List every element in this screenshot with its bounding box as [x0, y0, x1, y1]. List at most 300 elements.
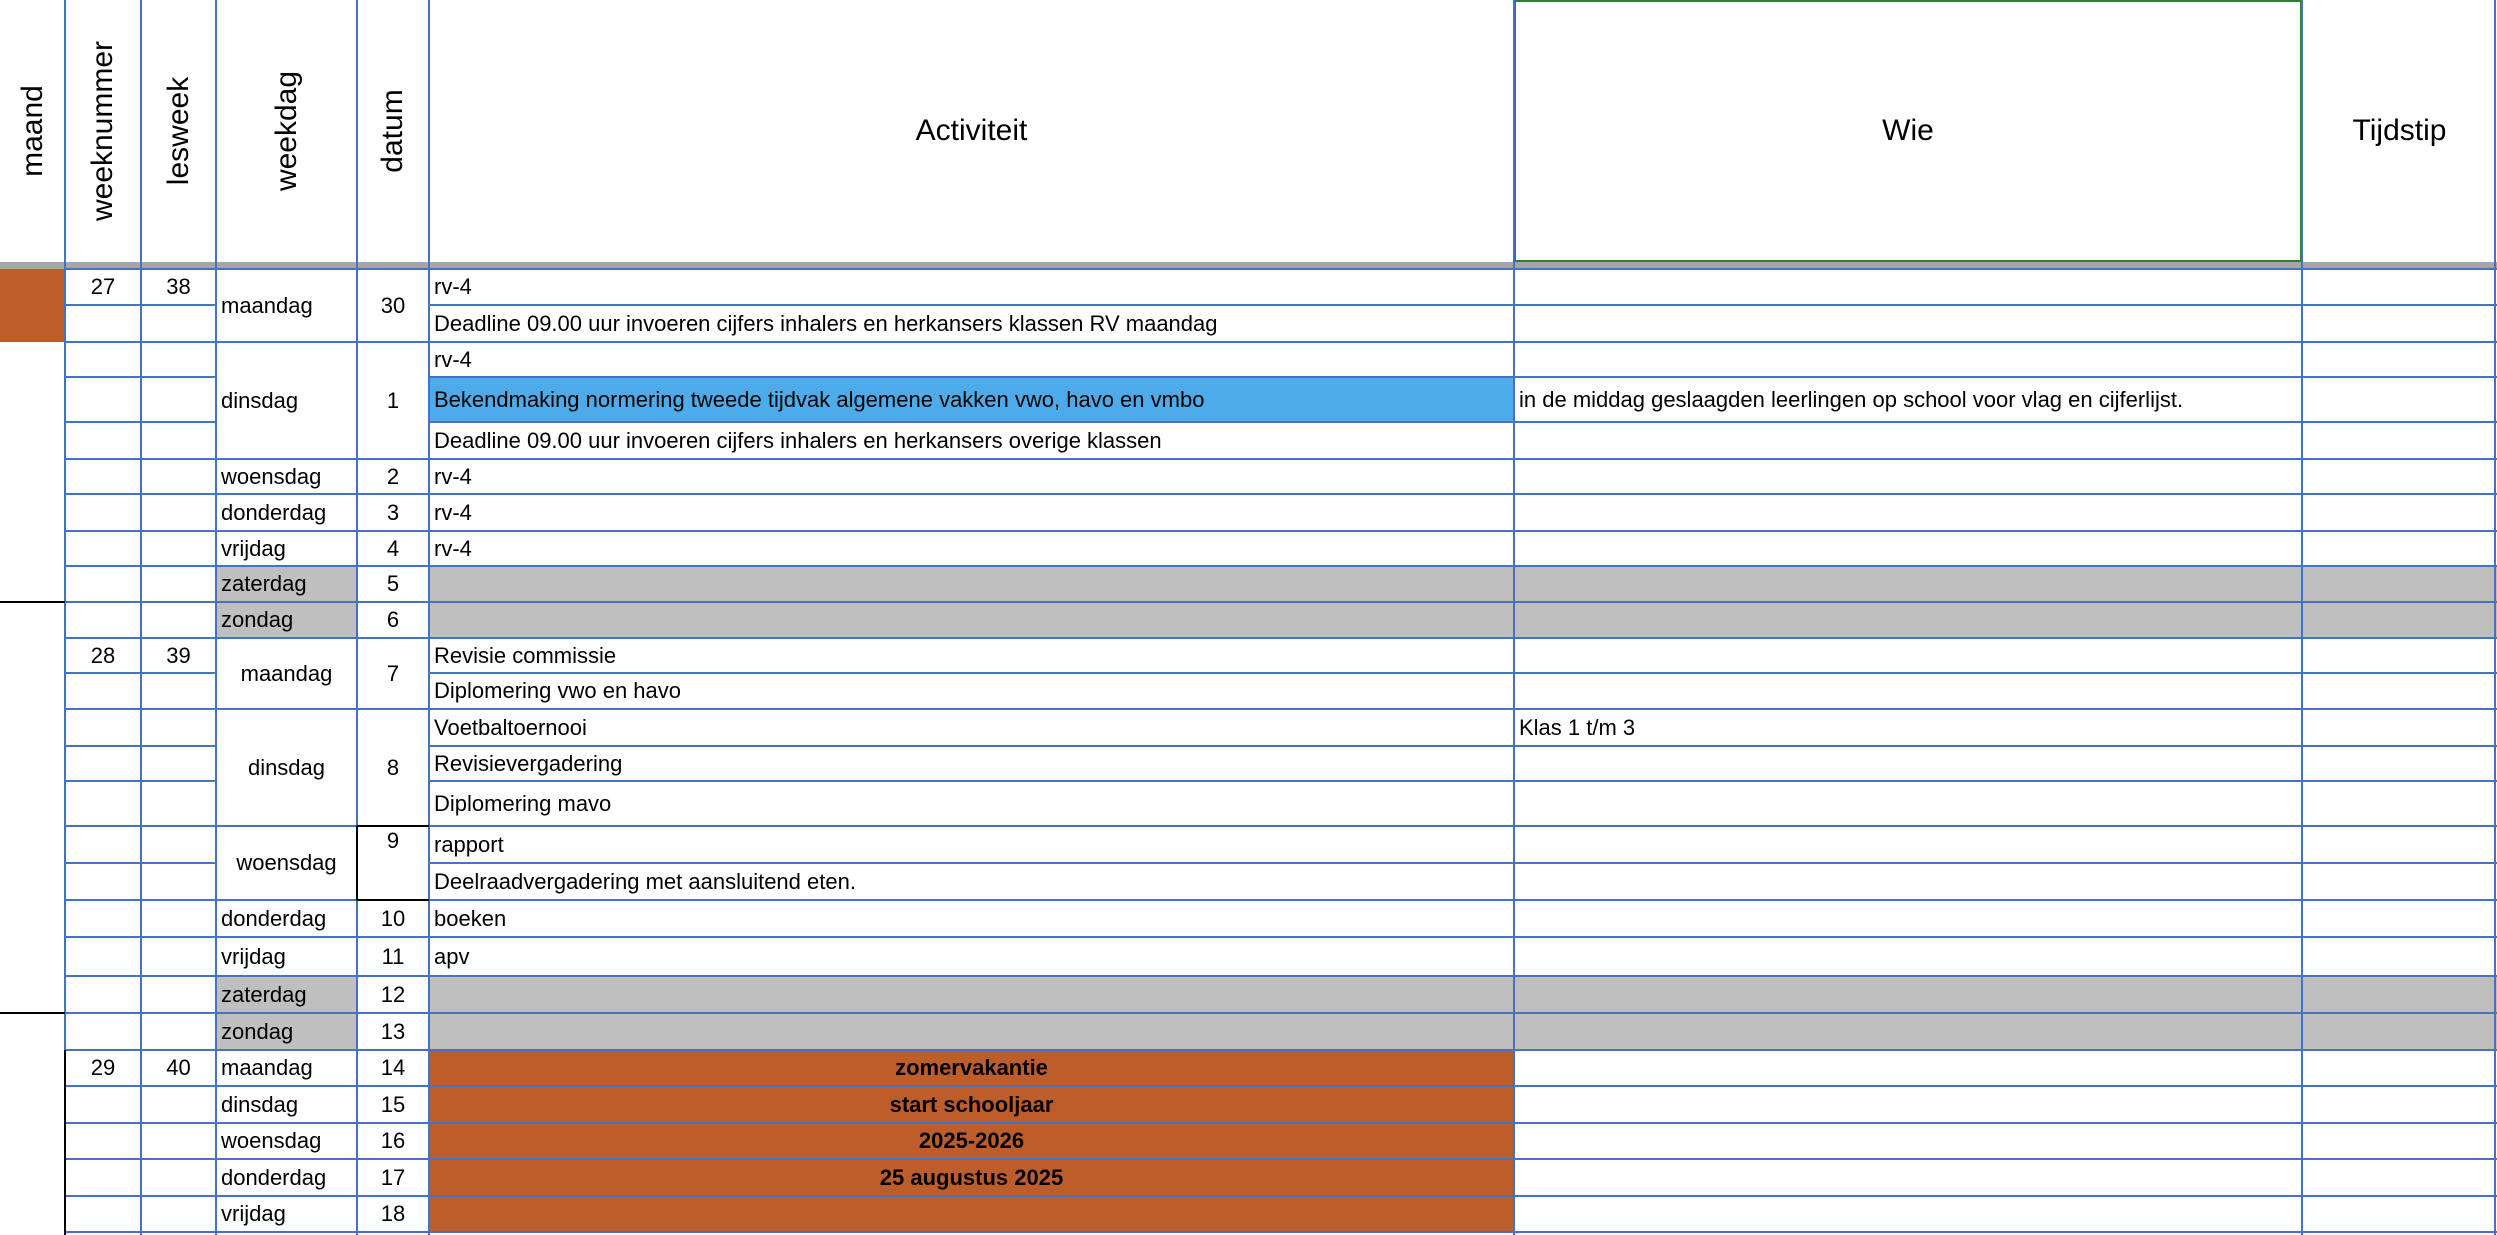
- black-border: [64, 1050, 66, 1235]
- cell-weekdag-text: zaterdag: [221, 981, 307, 1007]
- cell-weekdag[interactable]: [216, 937, 357, 976]
- cell-weeknummer[interactable]: [65, 602, 141, 638]
- cell-wie[interactable]: [1514, 459, 2302, 494]
- cell-wie[interactable]: [1514, 826, 2302, 863]
- grid-line-h: [216, 975, 429, 977]
- cell-maand[interactable]: [0, 1050, 65, 1086]
- cell-activiteit-text: rapport: [434, 831, 504, 857]
- cell-activiteit[interactable]: [429, 377, 1514, 422]
- grid-line-h: [65, 825, 216, 827]
- grid-line-h: [429, 421, 2497, 423]
- cell-weeknummer[interactable]: [65, 459, 141, 494]
- grid-line-h: [65, 637, 216, 639]
- cell-activiteit[interactable]: [429, 709, 1514, 746]
- cell-tijdstip[interactable]: [2302, 342, 2497, 377]
- cell-weekdag-text: donderdag: [221, 1164, 327, 1190]
- cell-weeknummer[interactable]: [65, 673, 141, 709]
- cell-weekdag-text: maandag: [221, 1055, 313, 1080]
- cell-maand[interactable]: [0, 531, 65, 566]
- cell-maand[interactable]: [0, 566, 65, 602]
- cell-weeknummer[interactable]: [65, 638, 141, 673]
- cell-weeknummer[interactable]: [65, 826, 141, 863]
- cell-weekdag-text: donderdag: [221, 499, 327, 525]
- cell-datum-text: 17: [380, 1164, 406, 1190]
- cell-datum[interactable]: [357, 1159, 429, 1196]
- cell-lesweek[interactable]: [141, 1086, 216, 1123]
- cell-activiteit[interactable]: [429, 459, 1514, 494]
- cell-wie[interactable]: [1514, 602, 2302, 638]
- cell-wie[interactable]: [1514, 566, 2302, 602]
- col-header-label: weeknummer: [86, 40, 119, 222]
- cell-weeknummer[interactable]: [65, 494, 141, 531]
- col-header-label: Activiteit: [915, 114, 1028, 147]
- cell-weekdag-text: maandag: [240, 660, 333, 686]
- cell-datum-text: 14: [380, 1055, 406, 1080]
- cell-weeknummer[interactable]: [65, 937, 141, 976]
- cell-maand[interactable]: [0, 377, 65, 422]
- cell-weeknummer[interactable]: [65, 1196, 141, 1232]
- cell-lesweek[interactable]: [141, 1013, 216, 1050]
- cell-maand[interactable]: [0, 305, 65, 342]
- grid-line-h: [65, 376, 216, 378]
- cell-lesweek-text: 38: [166, 274, 191, 299]
- cell-weekdag-text: woensdag: [236, 850, 337, 875]
- cell-maand[interactable]: [0, 269, 65, 305]
- black-border: [356, 826, 358, 900]
- grid-line-h: [429, 637, 2497, 639]
- grid-line-h: [216, 601, 429, 603]
- cell-weekdag-text: dinsdag: [221, 1091, 299, 1117]
- cell-activiteit[interactable]: [429, 1050, 1514, 1086]
- grid-line-h: [65, 1012, 216, 1014]
- cell-weeknummer[interactable]: [65, 1050, 141, 1086]
- cell-lesweek[interactable]: [141, 305, 216, 342]
- grid-line-h: [65, 565, 216, 567]
- cell-lesweek[interactable]: [141, 459, 216, 494]
- cell-datum-text: 10: [380, 905, 406, 931]
- cell-wie[interactable]: [1514, 709, 2302, 746]
- grid-line-h: [65, 1122, 216, 1124]
- cell-datum[interactable]: [357, 269, 429, 342]
- cell-tijdstip[interactable]: [2302, 494, 2497, 531]
- cell-activiteit[interactable]: [429, 1013, 1514, 1050]
- cell-wie[interactable]: [1514, 976, 2302, 1013]
- cell-maand[interactable]: [0, 826, 65, 863]
- cell-wie[interactable]: [1514, 1086, 2302, 1123]
- grid-line-h: [216, 1012, 429, 1014]
- cell-weekdag[interactable]: [216, 1159, 357, 1196]
- cell-lesweek[interactable]: [141, 781, 216, 826]
- grid-line-h: [429, 565, 2497, 567]
- cell-wie[interactable]: [1514, 269, 2302, 305]
- grid-line-h: [216, 1231, 429, 1233]
- cell-activiteit-text: rv-4: [434, 535, 472, 561]
- cell-datum-text: 30: [380, 292, 406, 318]
- cell-tijdstip[interactable]: [2302, 746, 2497, 781]
- cell-wie[interactable]: [1514, 638, 2302, 673]
- cell-datum[interactable]: [357, 1196, 429, 1232]
- cell-activiteit[interactable]: [429, 305, 1514, 342]
- cell-weeknummer[interactable]: [65, 566, 141, 602]
- col-header-label: Wie: [1882, 114, 1934, 147]
- cell-datum[interactable]: [357, 602, 429, 638]
- col-header-wie[interactable]: [1514, 0, 2302, 262]
- cell-activiteit-text: Bekendmaking normering tweede tijdvak algemene vakken vwo, havo en vmbo: [434, 386, 1205, 412]
- cell-activiteit[interactable]: [429, 494, 1514, 531]
- cell-tijdstip[interactable]: [2302, 1159, 2497, 1196]
- cell-tijdstip[interactable]: [2302, 269, 2497, 305]
- cell-tijdstip[interactable]: [2302, 673, 2497, 709]
- cell-datum[interactable]: [357, 566, 429, 602]
- cell-lesweek[interactable]: [141, 494, 216, 531]
- grid-line-h: [429, 1049, 2497, 1051]
- cell-lesweek[interactable]: [141, 937, 216, 976]
- cell-maand[interactable]: [0, 863, 65, 900]
- cell-datum[interactable]: [357, 709, 429, 826]
- cell-activiteit-text: Deadline 09.00 uur invoeren cijfers inhalers en herkansers klassen RV maandag: [434, 310, 1218, 336]
- cell-datum-text: 7: [386, 660, 400, 686]
- grid-line-h: [65, 493, 216, 495]
- cell-weeknummer[interactable]: [65, 1159, 141, 1196]
- cell-maand[interactable]: [0, 709, 65, 746]
- cell-weekdag[interactable]: [216, 826, 357, 900]
- cell-tijdstip[interactable]: [2302, 638, 2497, 673]
- grid-line-h: [65, 421, 216, 423]
- cell-maand[interactable]: [0, 1123, 65, 1159]
- cell-datum[interactable]: [357, 638, 429, 709]
- cell-maand[interactable]: [0, 1086, 65, 1123]
- grid-line-h: [429, 899, 2497, 901]
- cell-wie[interactable]: [1514, 305, 2302, 342]
- cell-tijdstip[interactable]: [2302, 305, 2497, 342]
- cell-activiteit[interactable]: [429, 1159, 1514, 1196]
- cell-activiteit[interactable]: [429, 1196, 1514, 1232]
- cell-activiteit[interactable]: [429, 531, 1514, 566]
- cell-weekdag[interactable]: [216, 638, 357, 709]
- cell-activiteit[interactable]: [429, 900, 1514, 937]
- cell-activiteit[interactable]: [429, 863, 1514, 900]
- cell-activiteit[interactable]: [429, 1086, 1514, 1123]
- cell-wie[interactable]: [1514, 937, 2302, 976]
- cell-weekdag[interactable]: [216, 494, 357, 531]
- cell-tijdstip[interactable]: [2302, 1086, 2497, 1123]
- grid-line-h: [429, 1195, 2497, 1197]
- cell-tijdstip[interactable]: [2302, 531, 2497, 566]
- cell-weekdag[interactable]: [216, 531, 357, 566]
- cell-weeknummer[interactable]: [65, 900, 141, 937]
- cell-weekdag-text: vrijdag: [221, 943, 286, 969]
- cell-lesweek[interactable]: [141, 826, 216, 863]
- grid-line-h: [429, 745, 2497, 747]
- cell-wie[interactable]: [1514, 1159, 2302, 1196]
- cell-datum[interactable]: [357, 342, 429, 459]
- cell-wie[interactable]: [1514, 781, 2302, 826]
- cell-tijdstip[interactable]: [2302, 602, 2497, 638]
- cell-lesweek[interactable]: [141, 269, 216, 305]
- cell-maand[interactable]: [0, 638, 65, 673]
- cell-wie[interactable]: [1514, 531, 2302, 566]
- grid-line-h: [429, 936, 2497, 938]
- cell-datum[interactable]: [357, 1086, 429, 1123]
- cell-lesweek[interactable]: [141, 746, 216, 781]
- cell-weeknummer[interactable]: [65, 1086, 141, 1123]
- cell-lesweek[interactable]: [141, 422, 216, 459]
- grid-line-h: [65, 1049, 216, 1051]
- cell-datum[interactable]: [357, 900, 429, 937]
- cell-datum[interactable]: [357, 1123, 429, 1159]
- cell-activiteit-text: rv-4: [434, 346, 472, 372]
- cell-tijdstip[interactable]: [2302, 781, 2497, 826]
- cell-maand[interactable]: [0, 1159, 65, 1196]
- cell-activiteit[interactable]: [429, 826, 1514, 863]
- cell-activiteit[interactable]: [429, 638, 1514, 673]
- cell-datum[interactable]: [357, 826, 429, 900]
- cell-tijdstip[interactable]: [2302, 422, 2497, 459]
- cell-lesweek[interactable]: [141, 1123, 216, 1159]
- cell-weeknummer[interactable]: [65, 342, 141, 377]
- cell-lesweek[interactable]: [141, 863, 216, 900]
- grid-line-h: [216, 708, 429, 710]
- cell-activiteit[interactable]: [429, 937, 1514, 976]
- cell-maand[interactable]: [0, 746, 65, 781]
- cell-maand[interactable]: [0, 459, 65, 494]
- cell-weekdag[interactable]: [216, 976, 357, 1013]
- cell-weeknummer[interactable]: [65, 976, 141, 1013]
- cell-wie[interactable]: [1514, 342, 2302, 377]
- cell-weekdag[interactable]: [216, 1013, 357, 1050]
- cell-weeknummer[interactable]: [65, 746, 141, 781]
- cell-wie[interactable]: [1514, 422, 2302, 459]
- cell-wie[interactable]: [1514, 673, 2302, 709]
- cell-activiteit[interactable]: [429, 746, 1514, 781]
- cell-wie[interactable]: [1514, 494, 2302, 531]
- cell-datum-text: 1: [386, 387, 400, 413]
- cell-maand[interactable]: [0, 422, 65, 459]
- cell-lesweek[interactable]: [141, 976, 216, 1013]
- cell-maand[interactable]: [0, 1196, 65, 1232]
- col-header-weeknummer[interactable]: [65, 0, 141, 262]
- cell-activiteit-text: start schooljaar: [889, 1091, 1054, 1117]
- cell-tijdstip[interactable]: [2302, 900, 2497, 937]
- grid-line-h: [429, 780, 2497, 782]
- cell-activiteit[interactable]: [429, 269, 1514, 305]
- cell-activiteit[interactable]: [429, 566, 1514, 602]
- cell-weeknummer[interactable]: [65, 1123, 141, 1159]
- cell-activiteit-text: boeken: [434, 905, 507, 931]
- cell-tijdstip[interactable]: [2302, 863, 2497, 900]
- cell-activiteit[interactable]: [429, 673, 1514, 709]
- cell-activiteit-text: rv-4: [434, 499, 472, 525]
- col-header-weekdag[interactable]: [216, 0, 357, 262]
- cell-datum-text: 3: [386, 499, 400, 525]
- grid-line-h: [216, 341, 429, 343]
- cell-tijdstip[interactable]: [2302, 826, 2497, 863]
- cell-maand[interactable]: [0, 494, 65, 531]
- cell-wie-text: Klas 1 t/m 3: [1519, 714, 1636, 740]
- grid-line-h: [65, 1085, 216, 1087]
- cell-tijdstip[interactable]: [2302, 459, 2497, 494]
- cell-weekdag-text: woensdag: [221, 463, 322, 489]
- cell-wie-text: in de middag geslaagden leerlingen op school voor vlag en cijferlijst.: [1519, 386, 2184, 412]
- cell-weekdag-text: vrijdag: [221, 535, 286, 561]
- cell-maand[interactable]: [0, 781, 65, 826]
- cell-weeknummer-text: 29: [90, 1055, 116, 1080]
- grid-line-h: [65, 1158, 216, 1160]
- cell-weekdag[interactable]: [216, 342, 357, 459]
- cell-lesweek[interactable]: [141, 531, 216, 566]
- cell-weekdag[interactable]: [216, 709, 357, 826]
- grid-line-h: [216, 1085, 429, 1087]
- cell-activiteit[interactable]: [429, 342, 1514, 377]
- cell-weekdag-text: zaterdag: [221, 571, 307, 596]
- cell-wie[interactable]: [1514, 1050, 2302, 1086]
- cell-lesweek[interactable]: [141, 377, 216, 422]
- cell-wie[interactable]: [1514, 863, 2302, 900]
- grid-line-h: [216, 1158, 429, 1160]
- cell-weekdag[interactable]: [216, 602, 357, 638]
- cell-wie[interactable]: [1514, 746, 2302, 781]
- cell-lesweek[interactable]: [141, 566, 216, 602]
- cell-datum-text: 5: [386, 571, 400, 596]
- cell-weekdag[interactable]: [216, 566, 357, 602]
- cell-lesweek[interactable]: [141, 1050, 216, 1086]
- cell-activiteit-text: Deelraadvergadering met aansluitend eten.: [434, 868, 856, 894]
- cell-activiteit[interactable]: [429, 422, 1514, 459]
- cell-tijdstip[interactable]: [2302, 1013, 2497, 1050]
- cell-wie[interactable]: [1514, 1013, 2302, 1050]
- cell-datum-text: 9: [386, 828, 400, 853]
- grid-line-h: [216, 530, 429, 532]
- cell-lesweek[interactable]: [141, 342, 216, 377]
- cell-tijdstip[interactable]: [2302, 1123, 2497, 1159]
- cell-activiteit-text: Deadline 09.00 uur invoeren cijfers inhalers en herkansers overige klassen: [434, 427, 1162, 453]
- cell-maand[interactable]: [0, 937, 65, 976]
- grid-line-h: [429, 825, 2497, 827]
- cell-weeknummer[interactable]: [65, 781, 141, 826]
- cell-maand[interactable]: [0, 976, 65, 1013]
- grid-line-h: [429, 304, 2497, 306]
- cell-tijdstip[interactable]: [2302, 709, 2497, 746]
- cell-weeknummer[interactable]: [65, 422, 141, 459]
- cell-wie[interactable]: [1514, 377, 2302, 422]
- cell-tijdstip[interactable]: [2302, 566, 2497, 602]
- cell-weekdag[interactable]: [216, 1196, 357, 1232]
- cell-weeknummer[interactable]: [65, 709, 141, 746]
- cell-maand[interactable]: [0, 342, 65, 377]
- col-header-lesweek[interactable]: [141, 0, 216, 262]
- grid-line-h: [429, 341, 2497, 343]
- cell-weekdag[interactable]: [216, 1123, 357, 1159]
- cell-activiteit-text: Revisievergadering: [434, 750, 623, 776]
- cell-datum-text: 2: [386, 463, 400, 489]
- grid-line-h: [65, 268, 216, 270]
- cell-activiteit-text: Diplomering vwo en havo: [434, 678, 682, 703]
- cell-tijdstip[interactable]: [2302, 976, 2497, 1013]
- black-border: [357, 825, 429, 827]
- cell-lesweek[interactable]: [141, 900, 216, 937]
- grid-line-h: [65, 672, 216, 674]
- cell-lesweek[interactable]: [141, 1196, 216, 1232]
- cell-datum[interactable]: [357, 1050, 429, 1086]
- cell-lesweek[interactable]: [141, 673, 216, 709]
- cell-wie[interactable]: [1514, 1196, 2302, 1232]
- cell-activiteit[interactable]: [429, 976, 1514, 1013]
- grid-line-h: [429, 493, 2497, 495]
- cell-lesweek[interactable]: [141, 638, 216, 673]
- cell-activiteit-text: Revisie commissie: [434, 642, 617, 668]
- cell-weekdag-text: donderdag: [221, 905, 327, 931]
- cell-weeknummer[interactable]: [65, 377, 141, 422]
- cell-weeknummer-text: 27: [90, 274, 116, 299]
- cell-activiteit[interactable]: [429, 781, 1514, 826]
- cell-weeknummer[interactable]: [65, 269, 141, 305]
- cell-datum[interactable]: [357, 1013, 429, 1050]
- cell-tijdstip[interactable]: [2302, 377, 2497, 422]
- cell-datum[interactable]: [357, 459, 429, 494]
- grid-line-h: [65, 899, 216, 901]
- cell-lesweek[interactable]: [141, 1159, 216, 1196]
- grid-line-h: [429, 1158, 2497, 1160]
- col-header-label: maand: [15, 85, 49, 177]
- grid-line-h: [216, 493, 429, 495]
- cell-weekdag[interactable]: [216, 1050, 357, 1086]
- cell-datum[interactable]: [357, 937, 429, 976]
- col-header-tijdstip[interactable]: [2302, 0, 2497, 262]
- grid-line-h: [65, 780, 216, 782]
- cell-maand[interactable]: [0, 602, 65, 638]
- cell-activiteit-text: rv-4: [434, 274, 472, 299]
- cell-datum[interactable]: [357, 494, 429, 531]
- cell-lesweek[interactable]: [141, 602, 216, 638]
- col-header-activiteit[interactable]: [429, 0, 1514, 262]
- cell-datum[interactable]: [357, 976, 429, 1013]
- grid-line-h: [429, 268, 2497, 270]
- cell-weekdag[interactable]: [216, 1086, 357, 1123]
- cell-maand[interactable]: [0, 673, 65, 709]
- cell-maand[interactable]: [0, 900, 65, 937]
- cell-weeknummer[interactable]: [65, 1013, 141, 1050]
- cell-datum-text: 15: [380, 1091, 406, 1117]
- cell-weekdag[interactable]: [216, 459, 357, 494]
- col-header-datum[interactable]: [357, 0, 429, 262]
- cell-weeknummer[interactable]: [65, 863, 141, 900]
- cell-datum-text: 12: [380, 981, 406, 1007]
- cell-datum[interactable]: [357, 531, 429, 566]
- cell-wie[interactable]: [1514, 900, 2302, 937]
- cell-weekdag-text: zondag: [221, 607, 294, 632]
- cell-datum-text: 16: [380, 1128, 406, 1153]
- grid-line-h: [65, 862, 216, 864]
- cell-lesweek-text: 39: [166, 642, 191, 668]
- cell-weeknummer[interactable]: [65, 305, 141, 342]
- cell-weekdag-text: dinsdag: [247, 754, 326, 780]
- cell-weekdag[interactable]: [216, 900, 357, 937]
- grid-line-h: [429, 458, 2497, 460]
- cell-wie[interactable]: [1514, 1123, 2302, 1159]
- cell-tijdstip[interactable]: [2302, 937, 2497, 976]
- grid-line-h: [429, 1231, 2497, 1233]
- cell-tijdstip[interactable]: [2302, 1050, 2497, 1086]
- cell-activiteit[interactable]: [429, 1123, 1514, 1159]
- col-header-maand[interactable]: [0, 0, 65, 262]
- cell-activiteit[interactable]: [429, 602, 1514, 638]
- cell-weeknummer[interactable]: [65, 531, 141, 566]
- grid-line-h: [65, 341, 216, 343]
- cell-weekdag[interactable]: [216, 269, 357, 342]
- cell-maand[interactable]: [0, 1013, 65, 1050]
- cell-lesweek[interactable]: [141, 709, 216, 746]
- cell-tijdstip[interactable]: [2302, 1196, 2497, 1232]
